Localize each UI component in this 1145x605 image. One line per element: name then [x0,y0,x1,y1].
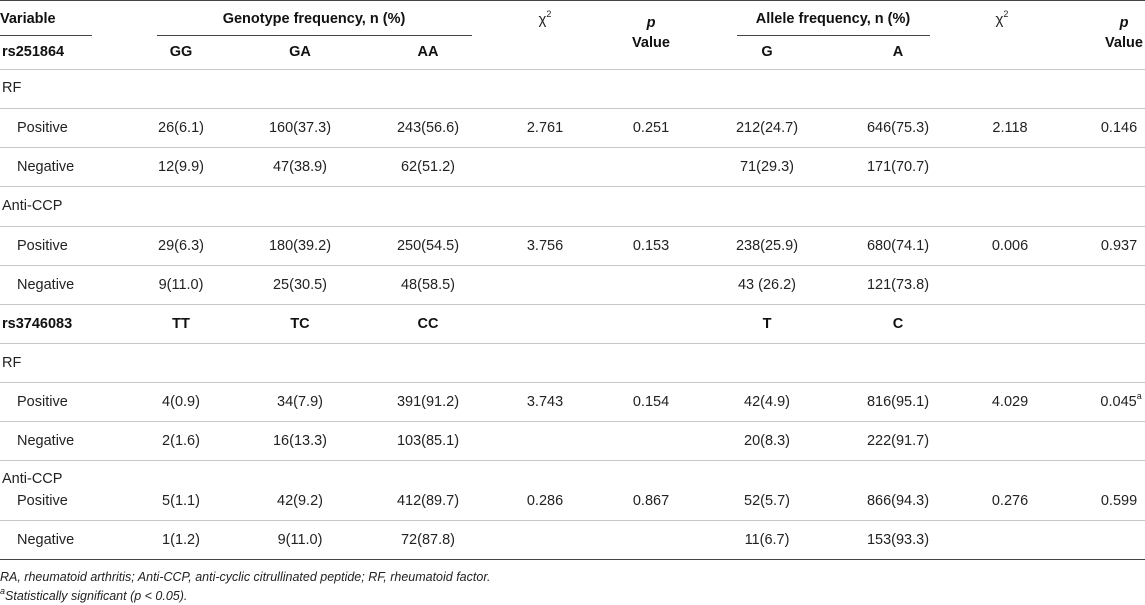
snp-label: rs3746083 [2,316,73,332]
genotype-cell: 29(6.3) [158,238,204,254]
group-label: Anti-CCP [2,198,63,214]
p-value-cell: 0.045$^a$ [1100,391,1142,410]
significance-marker: a [1136,391,1142,402]
header-bottom-rule [0,69,1145,70]
allele-group-header: Allele frequency, n (%) [755,11,911,27]
allele-cell: 171(70.7) [866,159,930,175]
p-value-header-allele [1105,13,1143,53]
allele-cell: 11(6.7) [744,532,790,548]
genotype-cell: 243(56.6) [396,120,460,136]
allele-cell: 52(5.7) [744,493,790,509]
genotype-cell: 2(1.6) [162,433,200,449]
genotype-cell: 5(1.1) [162,493,200,509]
genotype-cell: 26(6.1) [158,120,204,136]
chi-symbol: χ [995,11,1004,28]
p-value-cell: 0.599 [1100,493,1138,509]
row-label: Positive [17,493,68,509]
chi-square-cell: 3.756 [526,238,564,254]
genotype-cell: 16(13.3) [272,433,328,449]
chi-exponent: 2 [546,9,552,19]
chi-exponent: 2 [1003,9,1009,19]
value-word: Value [632,35,670,51]
allele-cell: 43 (26.2) [737,277,797,293]
allele-cell: 680(74.1) [866,238,930,254]
group-label: RF [2,80,22,96]
allele-cell: 238(25.9) [735,238,799,254]
p-value-cell: 0.937 [1100,238,1138,254]
p-value-cell: 0.154 [632,394,670,410]
genotype-cell: 12(9.9) [158,159,204,175]
allele-cell: 71(29.3) [739,159,795,175]
genotype-cell: 72(87.8) [400,532,456,548]
genotype-cell: 4(0.9) [162,394,200,410]
allele-cell: 646(75.3) [866,120,930,136]
group-label: Anti-CCP [2,471,63,487]
row-rule [0,421,1145,422]
genotype-header: CC [417,316,439,332]
genotype-header: GA [289,44,311,60]
row-rule [0,460,1145,461]
genotype-cell: 160(37.3) [268,120,332,136]
genotype-cell: 391(91.2) [396,394,460,410]
p-value-cell: 0.867 [632,493,670,509]
genotype-cell: 34(7.9) [277,394,323,410]
chi-square-header-genotype [539,11,552,28]
row-label: Positive [17,120,68,136]
abbreviations-footnote: RA, rheumatoid arthritis; Anti-CCP, anti-cyclic citrullinated peptide; RF, rheumatoid factor. [0,570,491,584]
allele-header: A [892,44,904,60]
p-value-cell: 0.251 [632,120,670,136]
row-rule [0,559,1145,560]
genotype-cell: 25(30.5) [272,277,328,293]
allele-cell: 222(91.7) [866,433,930,449]
row-rule [0,226,1145,227]
allele-header: T [762,316,772,332]
p-value-header-genotype [632,13,670,53]
genotype-cell: 9(11.0) [158,277,204,293]
footnote-marker: a [0,585,6,596]
allele-group-underline [737,35,930,36]
row-rule [0,147,1145,148]
value-word: Value [1105,35,1143,51]
genotype-cell: 62(51.2) [400,159,456,175]
row-rule [0,304,1145,305]
row-rule [0,265,1145,266]
genotype-group-underline [157,35,472,36]
row-rule [0,186,1145,187]
p-letter: p [646,15,656,31]
chi-square-cell: 4.029 [991,394,1029,410]
genotype-header: TT [172,316,190,332]
p-letter: p [1119,15,1129,31]
genotype-cell: 412(89.7) [396,493,460,509]
p-value-cell: 0.146 [1100,120,1138,136]
chi-square-cell: 2.118 [992,120,1028,136]
genotype-header: AA [417,44,439,60]
allele-cell: 153(93.3) [866,532,930,548]
genotype-cell: 48(58.5) [400,277,456,293]
row-label: Negative [17,159,75,175]
allele-cell: 866(94.3) [866,493,930,509]
chi-symbol: χ [538,11,547,28]
genotype-header: GG [169,44,193,60]
chi-square-cell: 3.743 [526,394,564,410]
allele-cell: 20(8.3) [744,433,790,449]
chi-square-header-allele [996,11,1009,28]
chi-square-cell: 2.761 [526,120,564,136]
genotype-group-header: Genotype frequency, n (%) [222,11,406,27]
row-label: Positive [17,238,68,254]
genotype-cell: 42(9.2) [277,493,323,509]
genotype-cell: 180(39.2) [268,238,332,254]
genotype-cell: 9(11.0) [277,532,323,548]
allele-cell: 212(24.7) [735,120,799,136]
p-value-cell: 0.153 [632,238,670,254]
top-rule [0,0,1145,1]
genotype-cell: 1(1.2) [162,532,200,548]
row-rule [0,520,1145,521]
row-rule [0,343,1145,344]
genotype-cell: 47(38.9) [272,159,328,175]
allele-cell: 816(95.1) [866,394,930,410]
allele-header: C [892,316,904,332]
genotype-cell: 250(54.5) [396,238,460,254]
significance-footnote-text: Statistically significant (p < 0.05). [5,589,188,603]
genotype-cell: 103(85.1) [396,433,460,449]
variable-underline [0,35,92,36]
row-label: Negative [17,433,75,449]
significance-footnote [0,585,188,604]
chi-square-cell: 0.276 [991,493,1029,509]
row-rule [0,108,1145,109]
row-label: Positive [17,394,68,410]
row-label: Negative [17,277,75,293]
allele-cell: 42(4.9) [744,394,790,410]
genotype-header: TC [290,316,310,332]
variable-header: Variable [0,11,56,27]
chi-square-cell: 0.006 [991,238,1029,254]
group-label: RF [2,355,22,371]
chi-square-cell: 0.286 [526,493,564,509]
allele-cell: 121(73.8) [866,277,930,293]
row-label: Negative [17,532,75,548]
row-rule [0,382,1145,383]
allele-header: G [761,44,773,60]
snp-label: rs251864 [2,44,65,60]
